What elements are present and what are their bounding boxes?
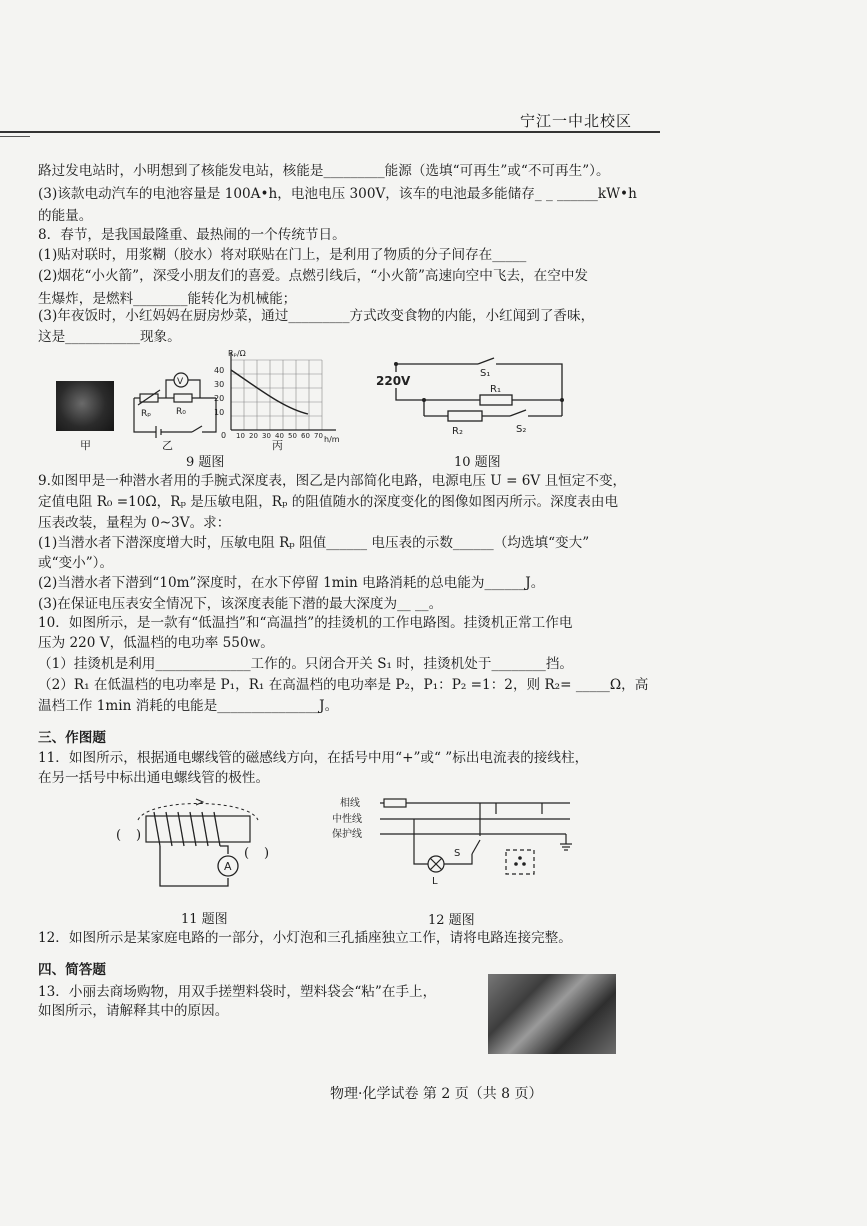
household-circuit	[320, 786, 580, 906]
header-rule	[0, 131, 660, 133]
question-9: 9.如图甲是一种潜水者用的手腕式深度表，图乙是内部简化电路，电源电压 U = 6V 且恒定不变，	[38, 473, 627, 489]
left-paren-blank: (	[116, 828, 122, 843]
question-11: 11．如图所示，根据通电螺线管的磁感线方向，在括号中用“+”或“ ”标出电流表的接线柱，	[38, 750, 589, 766]
text-line: 的能量。	[38, 208, 93, 224]
y-tick: 20	[214, 394, 225, 403]
resistance-curve	[231, 370, 308, 414]
y-tick: 30	[214, 380, 225, 389]
x-tick: 40	[275, 432, 284, 440]
text-line: 压为 220 V，低温档的电功率 550w。	[38, 635, 274, 651]
graph-ylabel: Rₚ/Ω	[228, 349, 246, 358]
r0-label: R₀	[176, 407, 186, 417]
text-line: (1)贴对联时，用浆糊（胶水）将对联贴在门上，是利用了物质的分子间存在_____	[38, 247, 527, 263]
question-10: 10．如图所示，是一款有“低温挡”和“高温挡”的挂烫机的工作电路图。挂烫机正常工作电	[38, 615, 573, 631]
x-tick: 30	[262, 432, 271, 440]
solenoid-figure	[108, 790, 288, 900]
x-tick: 50	[288, 432, 297, 440]
header-rule-2	[0, 136, 30, 137]
right-paren-blank: (	[244, 846, 250, 861]
right-paren-blank-close: )	[264, 846, 270, 861]
ground-wire-label: 保护线	[332, 829, 362, 840]
text-line: 在另一括号中标出通电螺线管的极性。	[38, 770, 270, 786]
ammeter-label: A	[224, 860, 232, 873]
x-tick: 20	[249, 432, 258, 440]
school-name: 宁江一中北校区	[520, 112, 633, 130]
rp-depth-graph	[208, 348, 342, 448]
y-tick: 10	[214, 408, 225, 417]
x-tick: 60	[301, 432, 310, 440]
text-line: (3)在保证电压表安全情况下，该深度表能下潜的最大深度为__ __。	[38, 596, 443, 612]
page-footer: 物理·化学试卷 第 2 页（共 8 页）	[330, 1086, 543, 1102]
label-jia: 甲	[80, 439, 91, 452]
fig10-caption: 10 题图	[454, 455, 501, 470]
depth-watch-photo	[56, 381, 114, 431]
s2-label: S₂	[516, 424, 527, 435]
fig9-caption: 9 题图	[186, 455, 225, 470]
label-bing: 丙	[272, 439, 283, 452]
garment-steamer-circuit	[370, 352, 580, 442]
source-voltage: 220V	[376, 374, 411, 388]
question-12: 12．如图所示是某家庭电路的一部分，小灯泡和三孔插座独立工作，请将电路连接完整。	[38, 930, 572, 946]
text-line: 如图所示，请解释其中的原因。	[38, 1003, 229, 1019]
text-line: 或“变小”）。	[38, 555, 114, 571]
question-13: 13．小丽去商场购物，用双手搓塑料袋时，塑料袋会“粘”在手上，	[38, 984, 437, 1000]
text-line: (2)烟花“小火箭”，深受小朋友们的喜爱。点燃引线后，“小火箭”高速向空中飞去，在空中发	[38, 268, 589, 284]
neutral-wire-label: 中性线	[332, 814, 362, 825]
text-line: 温档工作 1min 消耗的电能是_______________J。	[38, 698, 339, 714]
text-line: (2)当潜水者下潜到“10m”深度时，在水下停留 1min 电路消耗的总电能为______J。	[38, 575, 545, 591]
fig11-caption: 11 题图	[181, 912, 228, 927]
text-line: 生爆炸，是燃料________能转化为机械能；	[38, 291, 297, 307]
section-heading: 四、简答题	[38, 962, 106, 978]
text-line: (3)该款电动汽车的电池容量是 100A•h，电池电压 300V，该车的电池最多能储存_ _ ______kW•h	[38, 186, 637, 202]
y-tick: 0	[221, 431, 227, 440]
plastic-bag-photo	[488, 974, 616, 1054]
lamp-label: L	[432, 876, 438, 887]
text-line: （2）R₁ 在低温档的电功率是 P₁，R₁ 在高温档的电功率是 P₂，P₁：P₂ =1：2，则 R₂= _____Ω，高	[38, 677, 649, 693]
section-heading: 三、作图题	[38, 730, 106, 746]
text-line: (3)年夜饭时，小红妈妈在厨房炒菜，通过_________方式改变食物的内能，小红闻到了香味，	[38, 308, 595, 324]
voltmeter-label: V	[177, 377, 184, 387]
text-line: 路过发电站时，小明想到了核能发电站，核能是_________能源（选填“可再生”或“不可再生”）。	[38, 163, 610, 179]
s1-label: S₁	[480, 368, 491, 379]
question-8: 8．春节，是我国最隆重、最热闹的一个传统节日。	[38, 227, 346, 243]
rp-label: Rₚ	[141, 409, 152, 419]
text-line: (1)当潜水者下潜深度增大时，压敏电阻 Rₚ 阻值______ 电压表的示数______（均选填“变大”	[38, 535, 590, 551]
left-paren-blank-close: )	[136, 828, 142, 843]
r1-label: R₁	[490, 384, 501, 395]
text-line: （1）挂烫机是利用______________工作的。只闭合开关 S₁ 时，挂烫机处于________挡。	[38, 656, 574, 672]
text-line: 这是___________现象。	[38, 329, 181, 345]
label-yi: 乙	[162, 439, 173, 452]
x-tick: 10	[236, 432, 245, 440]
switch-label: S	[454, 848, 461, 859]
r2-label: R₂	[452, 426, 463, 437]
text-line: 定值电阻 R₀ =10Ω，Rₚ 是压敏电阻，Rₚ 的阻值随水的深度变化的图像如图丙所示。深度表由电	[38, 494, 619, 510]
text-line: 压表改装，量程为 0~3V。求：	[38, 515, 231, 531]
x-tick: 70	[314, 432, 323, 440]
fig12-caption: 12 题图	[428, 913, 475, 928]
live-wire-label: 相线	[340, 798, 360, 809]
y-tick: 40	[214, 366, 225, 375]
graph-xlabel: h/m	[324, 435, 340, 444]
